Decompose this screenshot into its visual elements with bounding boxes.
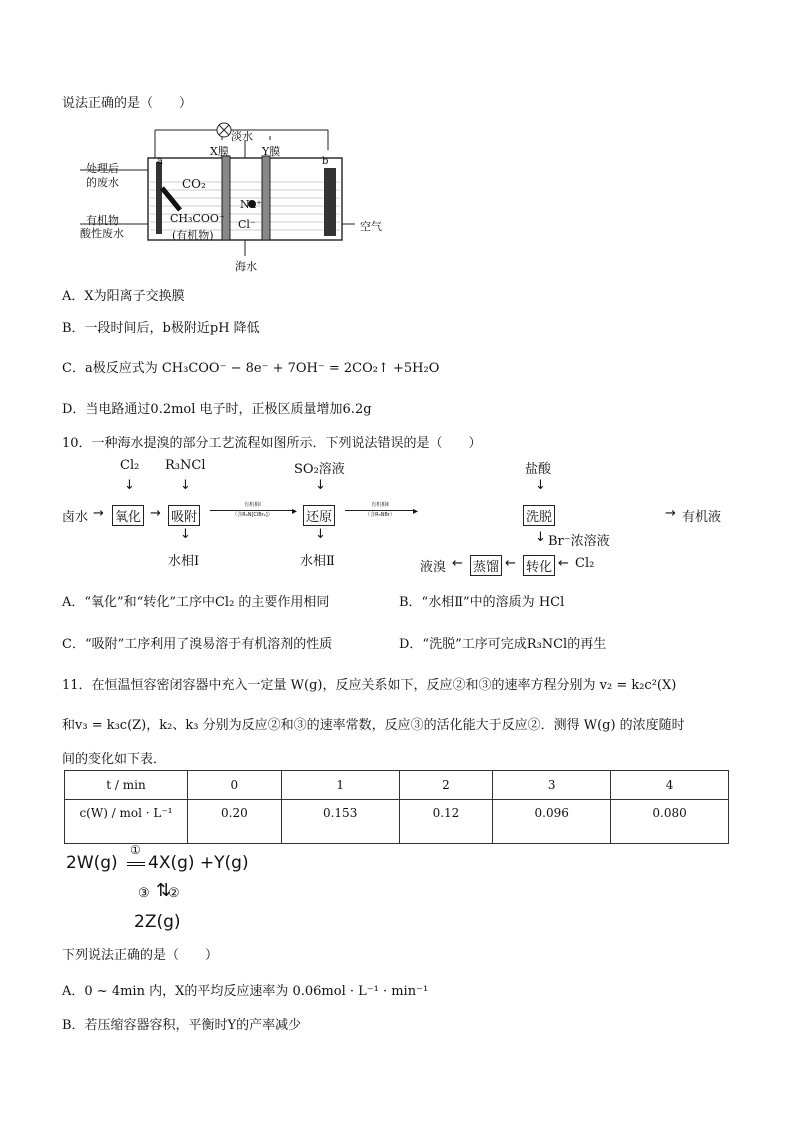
table-cell: 0.20 <box>188 800 282 844</box>
q9-option-a: A．X为阳离子交换膜 <box>62 289 185 304</box>
q10-option-c: C．“吸附”工序利用了溴易溶于有机溶剂的性质 <box>62 637 333 652</box>
table-cell: 0.096 <box>493 800 611 844</box>
na-ion-label: Na⁺ <box>240 198 262 211</box>
table-header-row <box>65 771 729 800</box>
treated-water-label-2: 的废水 <box>86 176 119 189</box>
flow-liquid-bromine: 液溴 <box>420 560 447 575</box>
flow-r3ncl-top: R₃NCl <box>165 458 206 473</box>
organic-waste-label-1: 有机物 <box>86 214 119 227</box>
concentration-table <box>64 770 729 844</box>
table-cell: 2 <box>399 771 493 800</box>
co2-label: CO₂ <box>182 177 206 191</box>
table-cell: 0 <box>188 771 282 800</box>
q10-stem: 10．一种海水提溴的部分工艺流程如图所示．下列说法错误的是（ ） <box>62 436 482 451</box>
table-cell: 4 <box>611 771 729 800</box>
table-row-label: c(W) / mol · L⁻¹ <box>65 800 188 844</box>
table-cell: 0.080 <box>611 800 729 844</box>
flow-box-distill: 蒸馏 <box>470 555 502 576</box>
organic-label: (有机物) <box>172 229 214 242</box>
cl-ion-label: Cl⁻ <box>238 218 256 231</box>
organic-waste-label-2: 酸性废水 <box>80 227 124 240</box>
electrode-a-label: a <box>157 156 163 167</box>
q9-option-d: D．当电路通过0.2mol 电子时，正极区质量增加6.2g <box>62 402 372 417</box>
electrode-b-label: b <box>322 156 329 167</box>
flow-org-phase-2: 有机相Ⅱ （含R₃NBr） <box>345 502 415 519</box>
flow-hcl-top: 盐酸 <box>525 462 552 477</box>
fresh-water-label: 淡水 <box>231 130 253 143</box>
table-cell: 0.153 <box>281 800 399 844</box>
equilibrium-arrows-icon: ⇅ <box>156 880 172 901</box>
flow-box-reduce: 还原 <box>303 505 335 526</box>
q11-option-b: B．若压缩容器容积，平衡时Y的产率减少 <box>62 1018 302 1033</box>
treated-water-label-1: 处理后 <box>86 162 119 175</box>
q10-option-a: A．“氧化”和“转化”工序中Cl₂ 的主要作用相同 <box>62 595 330 610</box>
q9-stem: 说法正确的是（ ） <box>62 96 193 111</box>
q10-option-b: B．“水相Ⅱ”中的溶质为 HCl <box>399 595 565 610</box>
flow-water-phase-1: 水相Ⅰ <box>168 554 200 569</box>
seawater-label: 海水 <box>235 260 257 273</box>
flow-box-adsorb: 吸附 <box>168 505 200 526</box>
electrolysis-cell-diagram <box>80 118 380 276</box>
flow-so2-top: SO₂溶液 <box>294 462 345 477</box>
acetate-label: CH₃COO⁻ <box>170 212 225 225</box>
q9-option-c: C．a极反应式为 CH₃COO⁻ − 8e⁻ + 7OH⁻ = 2CO₂↑ +5H₂O <box>62 361 440 376</box>
flow-box-convert: 转化 <box>523 555 555 576</box>
flow-cl2-top: Cl₂ <box>120 458 140 473</box>
q10-option-d: D．“洗脱”工序可完成R₃NCl的再生 <box>399 637 607 652</box>
q11-stem-line-3: 间的变化如下表． <box>62 752 167 767</box>
table-cell: 1 <box>281 771 399 800</box>
q11-stem-line-2: 和v₃ = k₃c(Z)，k₂、k₃ 分别为反应②和③的速率常数，反应③的活化能大于反应②．测得 W(g) 的浓度随时 <box>62 718 685 733</box>
air-label: 空气 <box>360 220 382 233</box>
reaction-mark-1: ① <box>130 843 141 857</box>
q11-stem-line-1: 11．在恒温恒容密闭容器中充入一定量 W(g)，反应关系如下，反应②和③的速率方程分别为 v₂ = k₂c²(X) <box>62 678 677 693</box>
reaction-right: 4X(g) +Y(g) <box>148 853 249 873</box>
x-membrane-label: X膜 <box>210 145 229 158</box>
flow-start-brine: 卤水 <box>62 510 89 525</box>
flow-organic-liquid: 有机液 <box>682 510 722 525</box>
table-cell: 0.12 <box>399 800 493 844</box>
q11-question: 下列说法正确的是（ ） <box>62 948 219 963</box>
q9-option-b: B．一段时间后，b极附近pH 降低 <box>62 321 260 336</box>
table-cell: 3 <box>493 771 611 800</box>
flow-br-concentrate: Br⁻浓溶液 <box>548 534 610 549</box>
table-header-label: t / min <box>65 771 188 800</box>
flow-box-elute: 洗脱 <box>523 505 555 526</box>
reaction-mark-3: ③ <box>138 886 150 901</box>
flow-water-phase-2: 水相Ⅱ <box>300 554 335 569</box>
q11-option-a: A．0 ~ 4min 内，X的平均反应速率为 0.06mol · L⁻¹ · min⁻¹ <box>62 984 429 999</box>
reaction-bottom: 2Z(g) <box>134 912 181 932</box>
flow-org-phase-1: 有机相Ⅰ （含R₃N[ClBr₂]） <box>210 502 295 519</box>
flow-box-oxidize: 氧化 <box>112 505 144 526</box>
reaction-mark-2: ② <box>168 886 180 901</box>
y-membrane-label: Y膜 <box>262 145 281 158</box>
equilibrium-sign <box>127 862 145 866</box>
flow-cl2-side: Cl₂ <box>575 556 595 571</box>
table-row <box>65 800 729 844</box>
reaction-left: 2W(g) <box>66 853 118 873</box>
